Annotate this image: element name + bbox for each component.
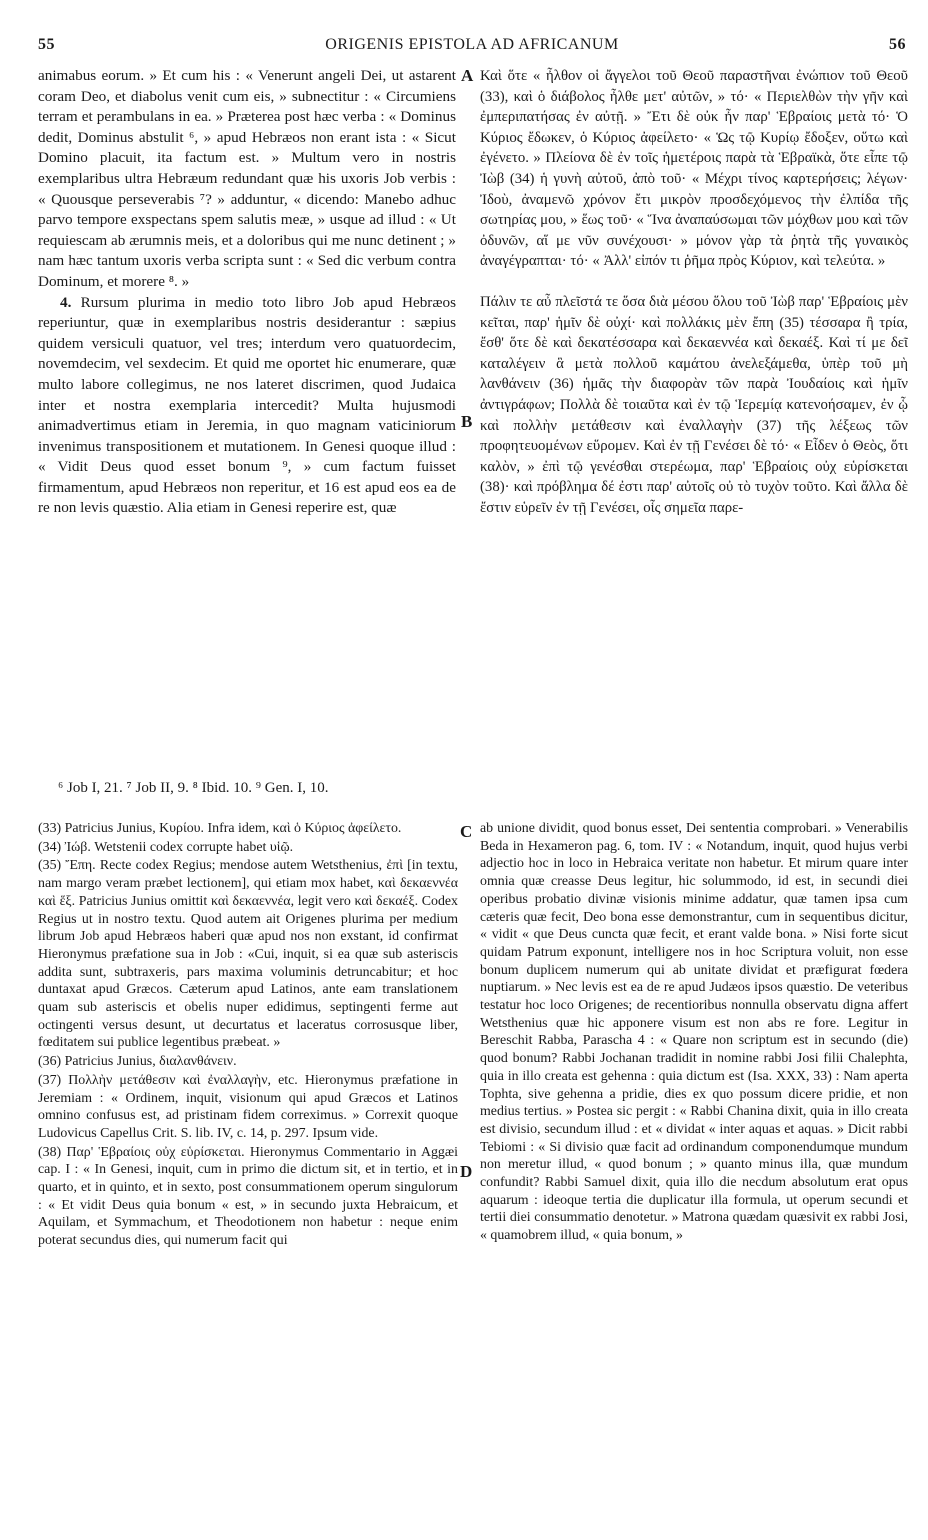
note: (34) Ἰώβ. Wetstenii codex corrupte habet υἱῷ. xyxy=(38,839,294,855)
greek-text-column xyxy=(480,66,908,750)
note: (35) Ἔπη. Recte codex Regius; mendose autem Wetsthenius, ἐπὶ [in textu, nam margo veram præbet lectionem], qui etiam mox habet, καὶ δεκαεννέα καὶ ἕξ. Patricius Junius omittit καὶ δεκαεννέα, legit vero καὶ δεκαέξ. Codex Regius ut in nostro textu. Quod autem ait Origenes plurima per medium librum Job apud Hebræos haberi quæ apud nos non exstant, id confirmat Hieronymus præfatione sua in Job : «Cui, inquit, si ea quæ sub asteriscis addita sunt, subtraxeris, pars maxima voluminis detruncabitur; et hoc duntaxat apud Græcos. Cæterum apud Latinos, ante eam translationem quam sub asteriscis et obelis nuper edidimus, septingenti ferme aut octingenti versus desunt, ut decurtatus et laceratus corrosusque liber, fœditatem sui publice legentibus præbeat. » xyxy=(38,858,458,1051)
margin-marker-b: B xyxy=(461,412,473,431)
note: (37) Πολλὴν μετάθεσιν καὶ ἐναλλαγὴν, etc. Hieronymus præfatione in Jeremiam : « Ordinem, inquit, visionum qui apud Græcos et Latinos omnino confusus est, ad pristinam fidem correximus. » Correxit quoque Ludovicus Capellus Crit. S. lib. IV, c. 14, p. 297. Ipsum vide. xyxy=(38,1072,458,1141)
note-continuation: ab unione dividit, quod bonus esset, Dei sententia comprobari. » Venerabilis Beda in Hexameron pag. 6, tom. IV : « Notandum, inquit, quod hujus verbi adjectio hoc in loco in Hebraica veritate non habetur. Et mirum quare inter omnia quæ creasse Deus legitur, hic solummodo, id est, in secundi diei operibus probatio divinæ visionis minime addatur, quæ tamen ipsa cum cæteris quæ fecit, Deo bona esse demonstrantur, cum in sequentibus dicitur, « vidit « que Deus cuncta quæ fecit, et erant valde bona. » Nisi forte sicut quidam Patrum exponunt, intelligere nos in hoc Scriptura voluit, non esse bonum duplicem numerum qui ab unitate dividat et præfigurat fœdera nuptiarum. » Nec levis est ea de re apud Judæos ipsos quæstio. De veteribus testatur hoc loco Origenes; de recentioribus nonnulla observatu digna affert Wetsthenius quæ hic apponere visum est non abs re fore. Legitur in Bereschit Rabba, Parascha 4 : « Quare non scriptum est in secundo (die) quod bonum? Rabbi Jochanan tradidit in nomine rabbi Josi filii Chalephta, quia in illo creata est gehenna : quia dictum est (Isa. XXX, 33) : Nam aperta Tophta, sive gehenna a pridie, dies ex quo possum dicere pridie, et non medius tertius. » Postea sic pergit : « Rabbi Chanina dixit, quia in illo creata est divisio, secundum illud : et « dividat « inter aquas et aquas. » Dicit rabbi Tebiomi : « Si divisio quæ facit ad ordinandum componendumque mundum non meretur illud, « quod bonum ; » quanto minus illa, quæ mundum confundit? Rabbi Samuel dixit, quia illo die necdum absolutum erat opus aquarum : ideoque tertia die duplicatur illa formula, ut operum secundi et tertii diei consummatio denotetur. » Matrona quædam quæsivit ex rabbi Josi, « quamobrem illud, « quia bonum, » xyxy=(480,821,908,1244)
page-header xyxy=(38,36,906,58)
margin-marker-d: D xyxy=(460,1162,473,1181)
section-number: 4. xyxy=(60,293,72,311)
running-title: ORIGENIS EPISTOLA AD AFRICANUM xyxy=(325,36,619,53)
note: (36) Patricius Junius, διαλανθάνειν. xyxy=(38,1054,237,1070)
notes-left-column xyxy=(38,820,458,1520)
note: (38) Παρ' Ἑβραίοις οὐχ εὑρίσκεται. Hieronymus Commentario in Aggæi cap. I : « In Genesi, inquit, cum in primo die dictum sit, et in tertio, et in quarto, et in quinto, et in sexto, post consummationem operum singulorum : « Et vidit Deus quia bonum « est, » in secundo juxta Hebraicum, et Aquilam, et Symmachum, et Theodotionem non habetur : neque enim poterat secundus dies, qui numerum facit qui xyxy=(38,1144,458,1249)
greek-paragraph: Πάλιν τε αὖ πλεῖστά τε ὅσα διὰ μέσου ὅλου τοῦ Ἰὼβ παρ' Ἑβραίοις μὲν κεῖται, παρ' ἡμῖν δὲ οὐχί· καὶ πολλάκις μὲν ἔπη (35) τέσσαρα ἢ τρία, ἔσθ' ὅτε δὲ καὶ δεκατέσσαρα καὶ δεκαεννέα καὶ δεκαέξ. Καὶ τί με δεῖ καταλέγειν ἃ μετὰ πολλοῦ καμάτου ἀνελεξάμεθα, ὑπὲρ τοῦ μὴ λανθάνειν (36) ἡμᾶς τὴν διαφορὰν τῶν παρὰ Ἰουδαίοις καὶ ἡμῖν ἀντιγράφων; Πολλὰ δὲ τοιαῦτα καὶ ἐν τῷ Ἱερεμίᾳ κατενοήσαμεν, ἐν ᾧ καὶ πολλὴν μετάθεσιν καὶ ἐναλλαγὴν (37) τῆς λέξεως τῶν προφητευομένων εὕρομεν. Καὶ ἐν τῇ Γενέσει δὲ τό· « Εἶδεν ὁ Θεὸς, ὅτι καλὸν, » ἐπὶ τῷ γενέσθαι στερέωμα, παρ' Ἑβραίοις οὐχ εὑρίσκεται (38)· καὶ πρόβλημα δέ ἐστι παρ' αὐτοῖς οὐ τὸ τυχὸν τοῦτο. Καὶ ἄλλα δὲ ἔστιν εὑρεῖν ἐν τῇ Γενέσει, οἷς σημεῖα παρε- xyxy=(480,293,908,516)
notes-right-column xyxy=(480,820,908,1520)
note: (33) Patricius Junius, Κυρίου. Infra idem, καὶ ὁ Κύριος ἀφείλετο. xyxy=(38,821,402,836)
page-number-left: 55 xyxy=(38,36,55,53)
latin-paragraph xyxy=(38,293,456,520)
page-number-right: 56 xyxy=(889,36,906,53)
margin-marker-c: C xyxy=(460,822,473,841)
scripture-references: ⁶ Job I, 21. ⁷ Job II, 9. ⁸ Ibid. 10. ⁹ Gen. I, 10. xyxy=(58,780,329,796)
latin-paragraph-text: Rursum plurima in medio toto libro Job apud Hebræos reperiuntur, quæ in exemplaribus nostris desiderantur : sæpius quidem versiculi quatuor, vel tres; interdum vero quatuordecim, novemdecim, vel sexdecim. Et quid me oportet hic enumerare, quæ multo labore collegimus, ne nos lateret discrimen, quod Judaica inter et nostra exemplaria intercedit? Multa hujusmodi animadvertimus etiam in Jeremia, in quo magnam vaticiniorum invenimus transpositionem et mutationem. In Genesi quoque illud : « Vidit Deus quod esset bonum ⁹, » cum factum fuisset firmamentum, apud Hebræos non reperitur, et 16 est apud eos ea de re non levis quæstio. Alia etiam in Genesi reperire est, quæ xyxy=(38,293,456,517)
latin-text-column xyxy=(38,66,456,750)
greek-paragraph: Καὶ ὅτε « ἦλθον οἱ ἄγγελοι τοῦ Θεοῦ παραστῆναι ἐνώπιον τοῦ Θεοῦ (33), καὶ ὁ διάβολος ἦλθε μετ' αὐτῶν, » τό· « Περιελθὼν τὴν γῆν καὶ ἐμπεριπατήσας ἐν αὐτῇ. » Ἔτι δὲ οὐκ ἦν παρ' Ἑβραίοις μετὰ τό· Ὁ Κύριος ἔδωκεν, ὁ Κύριος ἀφείλετο· « Ὡς τῷ Κυρίῳ ἔδοξεν, οὕτω καὶ ἐγένετο. » Πλείονα δὲ ἐν τοῖς ἡμετέροις παρὰ τὰ Ἑβραϊκὰ, ὅτε εἶπε τῷ Ἰὼβ (34) ἡ γυνὴ αὐτοῦ, ἀπὸ τοῦ· « Μέχρι τίνος καρτερήσεις; λέγων· Ἰδοὺ, ἀναμενῶ χρόνον ἔτι μικρὸν προσδεχόμενος τὴν ἐλπίδα τῆς σωτηρίας μου, » ἕως τοῦ· « Ἵνα ἀναπαύσωμαι τῶν μόχθων μου καὶ τῶν ὀδυνῶν, αἵ με νῦν συνέχουσι· » μόνον γὰρ τὰ ῥητὰ τῆς γυναικὸς ἀναγέγραπται· τό· « Ἀλλ' εἰπόν τι ῥῆμα πρὸς Κύριον, καὶ τελεύτα. » xyxy=(480,68,908,270)
latin-paragraph: animabus eorum. » Et cum his : « Venerunt angeli Dei, ut astarent coram Deo, et diabolus venit cum eis, » subnectitur : « Circumiens terram et perambulans in ea. » Præterea post hæc verba : « Dominus dedit, Dominus abstulit ⁶, » apud Hebræos non erant ista : « Sicut Domino placuit, ita factum est. » Multum vero in nostris exemplaribus ultra Hebræum redundant quæ his uxoris Job verbis : « Quousque perseverabis ⁷? » adduntur, « dicendo: Manebo adhuc parvo tempore exspectans spem salutis meæ, » usque ad illud : « Ut requiescam ab ærumnis meis, et a doloribus qui me nunc detinent ; » nam hæc tantum uxoris verba scripta sunt : « Sed dic verbum contra Dominum, et morere ⁸. » xyxy=(38,67,456,290)
margin-marker-a: A xyxy=(461,66,474,85)
